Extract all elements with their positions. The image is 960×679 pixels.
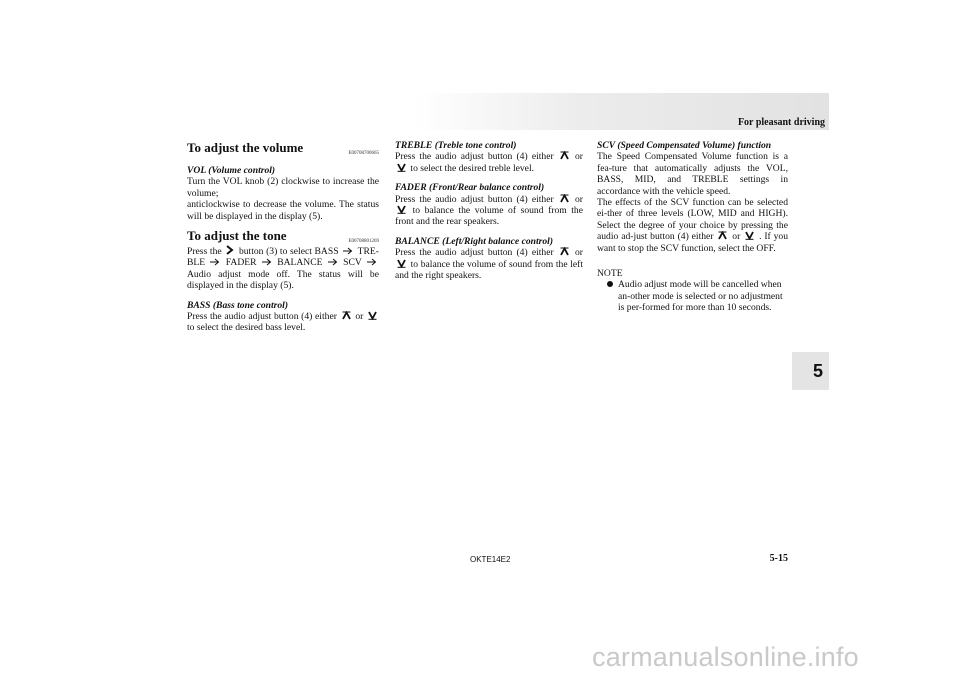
treble-text-b: or	[574, 151, 583, 163]
balance-text-a: Press the audio adjust button (4) either	[395, 247, 554, 259]
vol-text-2: anticlockwise to decrease the volume. The status will be displayed in the display (5).	[187, 199, 379, 222]
spacer	[187, 157, 379, 165]
volume-code: E00708700665	[348, 151, 379, 156]
tone-text-g: Audio adjust mode off. The status will be displayed in the display (5).	[187, 268, 379, 292]
up-chevron-icon	[560, 151, 569, 160]
note-label: NOTE	[597, 268, 623, 280]
right-arrow-icon	[210, 258, 220, 266]
bass-text-a: Press the audio adjust button (4) either	[187, 311, 337, 323]
right-arrow-icon	[262, 258, 272, 266]
header-band	[415, 93, 829, 130]
watermark: carmanualsonline.info	[592, 642, 859, 672]
up-chevron-icon	[560, 194, 569, 203]
tone-code: E00708801269	[348, 239, 379, 245]
tone-text-c: TRE-BLE	[187, 246, 379, 269]
chapter-number: 5	[812, 361, 823, 381]
note-item	[607, 279, 788, 313]
down-chevron-icon	[745, 231, 754, 240]
fader-text	[395, 194, 583, 228]
tone-text-e: BALANCE	[277, 257, 323, 269]
balance-text-c: to balance the volume of sound from the left and the right speakers.	[395, 258, 583, 282]
balance-text-b: or	[574, 247, 583, 259]
column-left	[187, 140, 379, 334]
fader-subheading: FADER (Front/Rear balance control)	[395, 182, 545, 194]
bullet-icon	[607, 279, 618, 313]
down-chevron-icon	[368, 311, 377, 320]
up-chevron-icon	[718, 231, 727, 240]
column-middle	[395, 140, 583, 281]
select-button-icon	[226, 245, 234, 255]
tone-text	[187, 245, 379, 292]
down-chevron-icon	[397, 205, 406, 214]
right-arrow-icon	[367, 258, 377, 266]
treble-text	[395, 151, 583, 174]
scv-text-2a: The effects of the SCV function can be selected ei-ther of three levels (LOW, MID and HIGH). Select the degree of your choice by pressing the audio ad-just button (4) either	[597, 197, 788, 243]
bass-text-c: to select the desired bass level.	[187, 322, 306, 334]
section-title: For pleasant driving	[737, 117, 825, 128]
right-arrow-icon	[343, 247, 353, 255]
up-chevron-icon	[342, 311, 351, 320]
treble-text-a: Press the audio adjust button (4) either	[395, 151, 554, 163]
down-chevron-icon	[397, 259, 406, 268]
scv-text-2b: or	[732, 231, 741, 243]
fader-text-b: or	[574, 193, 583, 205]
tone-text-d: FADER	[225, 257, 257, 269]
up-chevron-icon	[560, 247, 569, 256]
vol-subheading: VOL (Volume control)	[187, 165, 276, 176]
column-right	[597, 140, 788, 314]
fader-text-c: to balance the volume of sound from the front and the rear speakers.	[395, 205, 583, 228]
vol-text-1: Turn the VOL knob (2) clockwise to increase the volume;	[187, 176, 379, 199]
footer-code: OKTE14E2	[470, 555, 511, 564]
scv-text-2	[597, 197, 788, 254]
bass-text	[187, 311, 379, 334]
volume-heading-row	[187, 140, 379, 157]
fader-text-a: Press the audio adjust button (4) either	[395, 193, 554, 205]
bass-subheading: BASS (Bass tone control)	[187, 299, 289, 311]
scv-subheading: SCV (Speed Compensated Volume) function	[597, 140, 772, 151]
tone-text-b: button (3) to select BASS	[238, 246, 339, 258]
tone-text-a: Press the	[187, 246, 222, 258]
tone-heading-row	[187, 228, 379, 245]
balance-text	[395, 247, 583, 281]
bass-text-b: or	[355, 311, 364, 323]
note-text: Audio adjust mode will be cancelled when an-other mode is selected or no adjustment is per-formed for more than 10 seconds.	[618, 279, 783, 314]
volume-heading: To adjust the volume	[187, 140, 304, 155]
down-chevron-icon	[397, 163, 406, 172]
chapter-tab	[792, 352, 829, 390]
tone-heading: To adjust the tone	[187, 228, 287, 244]
scv-text-2c: . If you want to stop the SCV function, select the OFF.	[597, 231, 789, 254]
page-number: 5-15	[769, 553, 788, 564]
treble-text-c: to select the desired treble level.	[410, 162, 535, 174]
treble-subheading: TREBLE (Treble tone control)	[395, 140, 517, 151]
right-arrow-icon	[328, 258, 338, 266]
balance-subheading: BALANCE (Left/Right balance control)	[395, 235, 554, 247]
tone-text-f: SCV	[343, 257, 362, 269]
scv-text-1: The Speed Compensated Volume function is a fea-ture that automatically adjusts the VOL, BASS, MID, and TREBLE settings in accordance with the vehicle speed.	[597, 151, 788, 197]
